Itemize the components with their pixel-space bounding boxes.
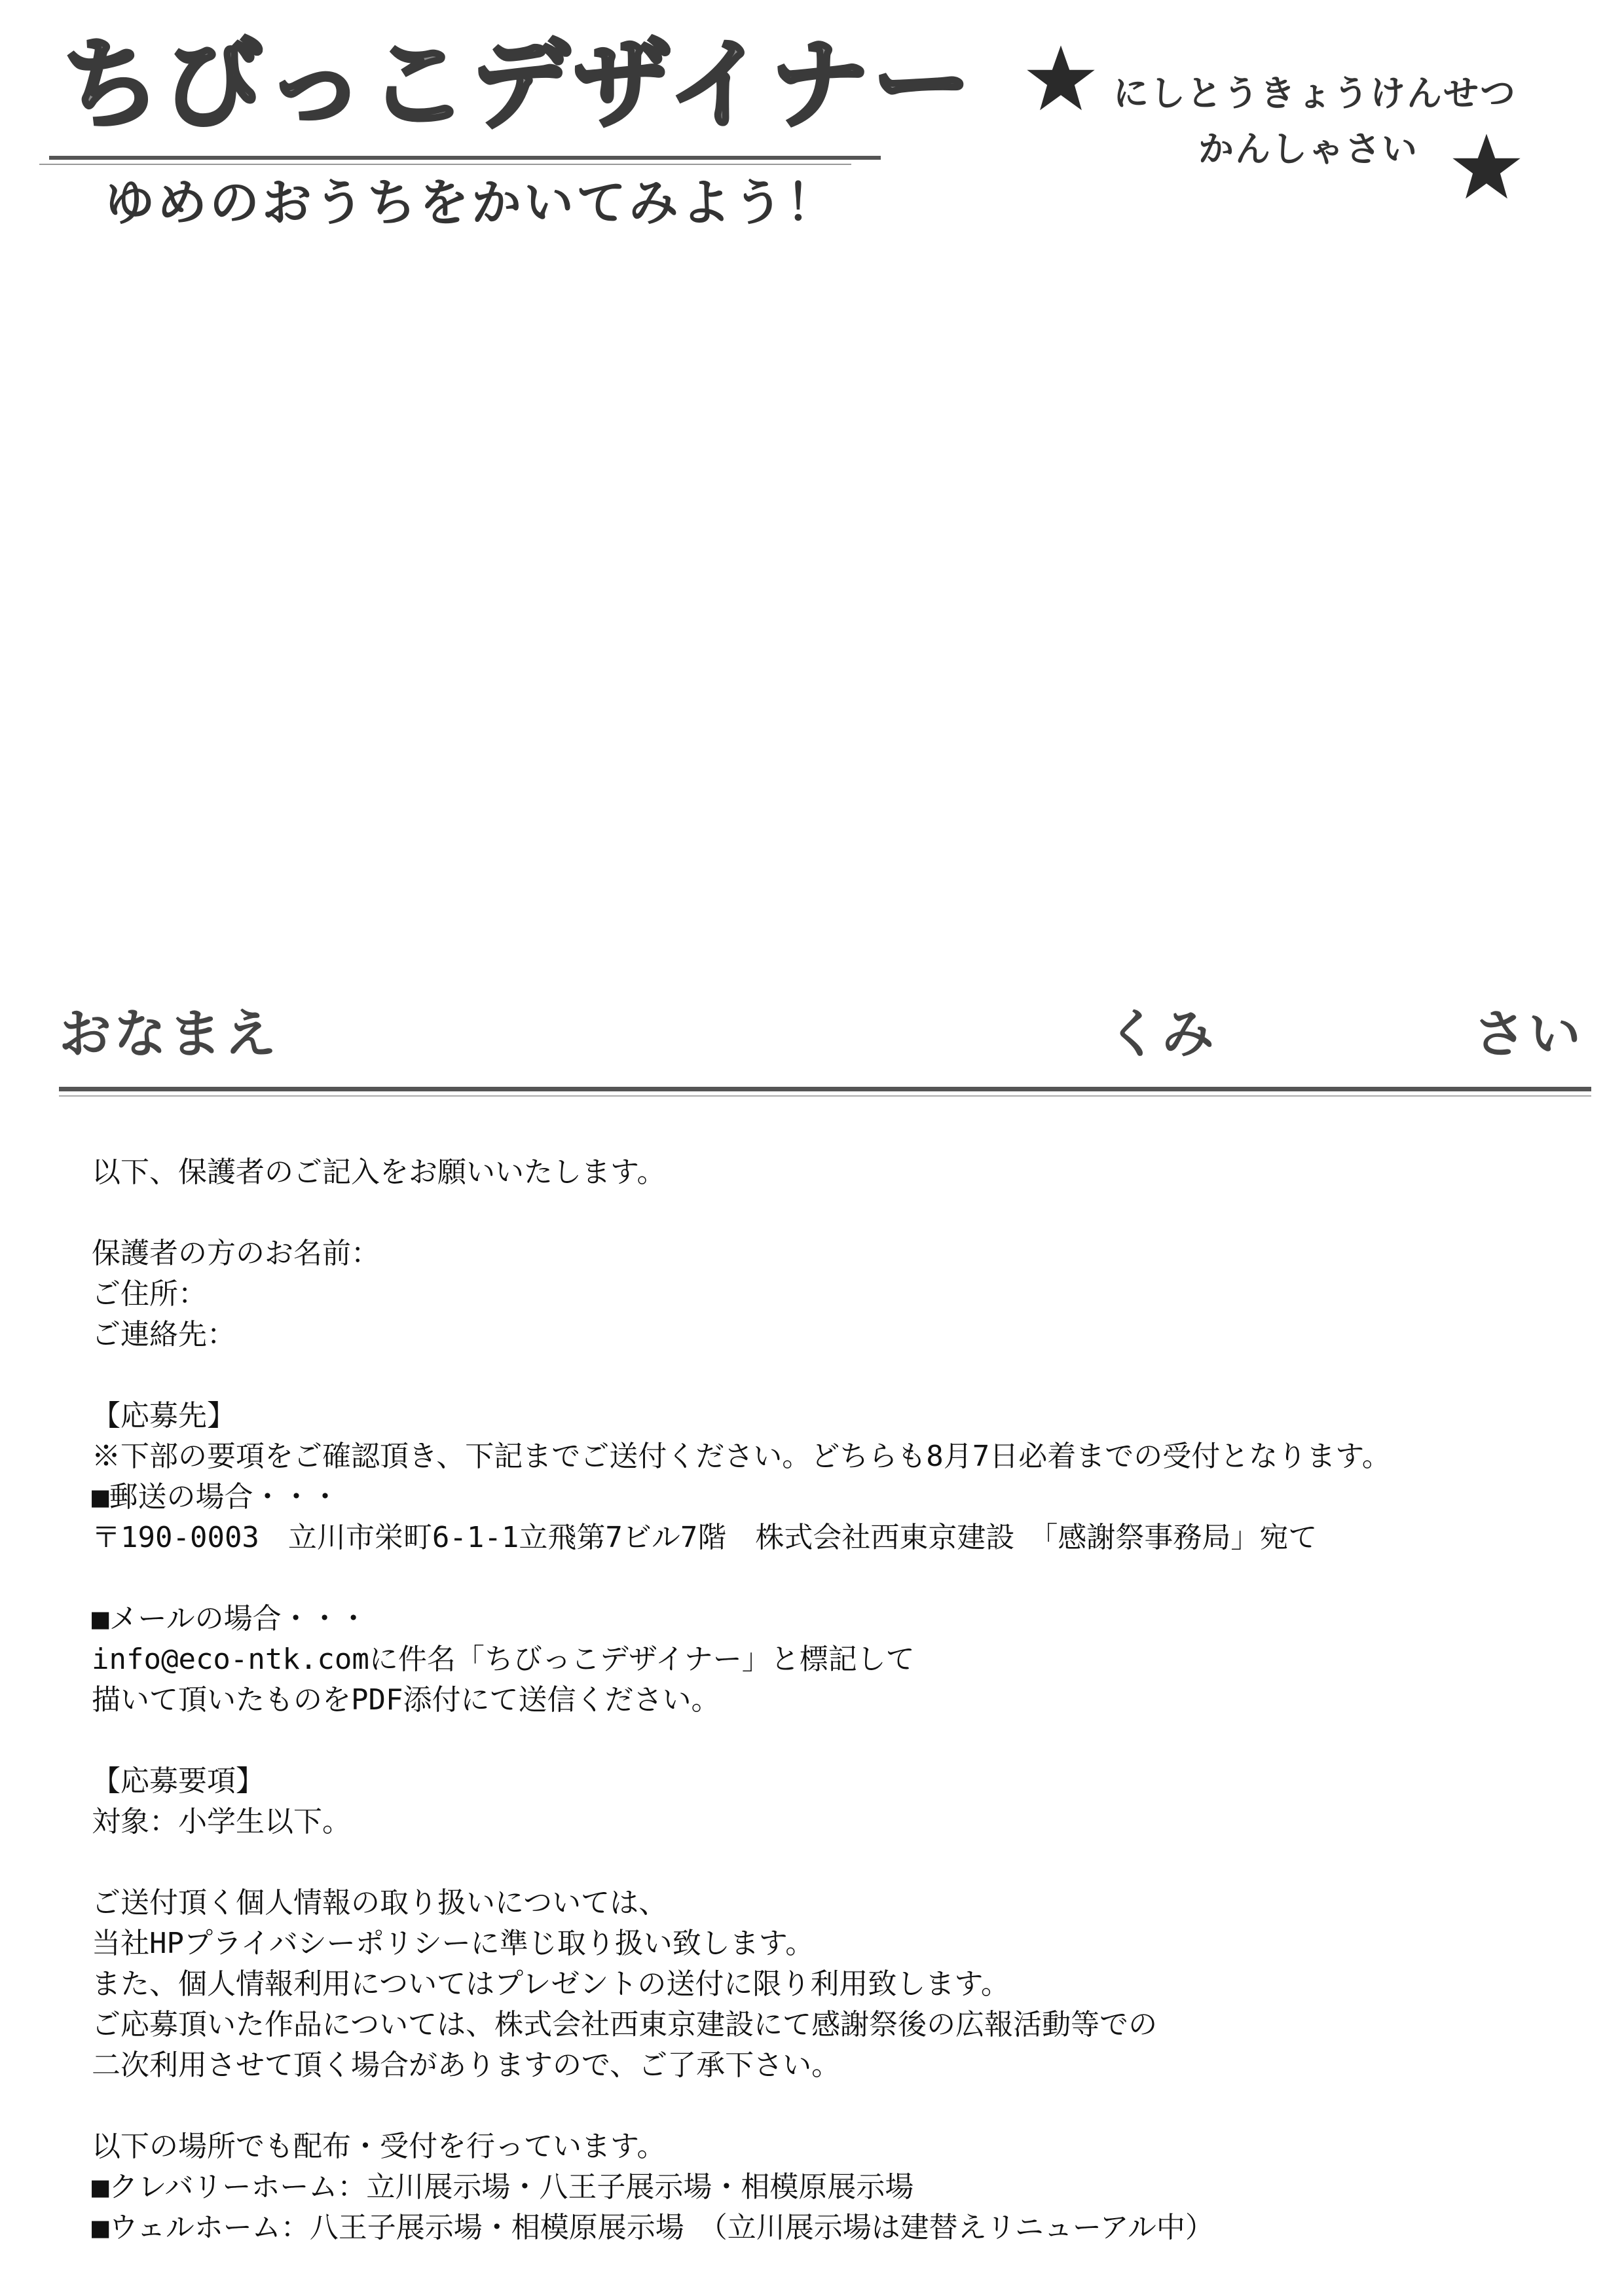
- email-heading: ■メールの場合・・・: [92, 1602, 368, 1635]
- privacy-line: また、個人情報利用についてはプレゼントの送付に限り利用致します。: [92, 1967, 1010, 2001]
- name-underline: [59, 1087, 1591, 1091]
- spacer: [92, 1721, 1591, 1761]
- title-underline: [49, 156, 881, 160]
- instructions-body: [92, 1152, 1591, 2248]
- locations-intro: 以下の場所でも配布・受付を行っています。: [92, 2130, 666, 2163]
- page-subtitle: ゆめのおうちをかいてみよう！: [105, 173, 838, 232]
- email-line-1-text: に件名「ちびっこデザイナー」と標記して: [369, 1643, 915, 1676]
- class-label: くみ: [1107, 1004, 1217, 1065]
- privacy-line: 当社HPプライバシーポリシーに準じ取り扱い致します。: [92, 1927, 815, 1960]
- privacy-line: 二次利用させて頂く場合がありますので、ご了承下さい。: [92, 2049, 841, 2082]
- email-line-2: 描いて頂いたものをPDF添付にて送信ください。: [92, 1683, 720, 1717]
- age-label: さい: [1473, 1004, 1583, 1065]
- sponsor-event: かんしゃさい: [1198, 128, 1418, 170]
- star-icon: [1025, 43, 1097, 115]
- email-line-1: [92, 1639, 1591, 1680]
- spacer: [92, 2086, 1591, 2126]
- requirements-target: 対象：小学生以下。: [92, 1805, 351, 1838]
- drawing-area[interactable]: [59, 262, 1565, 995]
- star-icon: [1450, 131, 1522, 203]
- title-underline-thin: [39, 164, 851, 165]
- privacy-line: ご応募頂いた作品については、株式会社西東京建設にて感謝祭後の広報活動等での: [92, 2008, 1158, 2041]
- mail-address: 〒190-0003 立川市栄町6-1-1立飛第7ビル7階 株式会社西東京建設 「感謝祭事務局」宛て: [92, 1521, 1318, 1554]
- guardian-contact-field: ご連絡先：: [92, 1318, 236, 1351]
- location-item: ■ウェルホーム：八王子展示場・相模原展示場 （立川展示場は建替えリニューアル中）: [92, 2211, 1214, 2244]
- privacy-line: ご送付頂く個人情報の取り扱いについては、: [92, 1886, 668, 1920]
- submission-heading: 【応募先】: [92, 1399, 236, 1432]
- page-title: ちびっこデザイナー: [62, 28, 975, 142]
- guardian-address-field: ご住所：: [92, 1277, 207, 1311]
- spacer: [92, 1558, 1591, 1599]
- email-address-link[interactable]: info@eco-ntk.com: [92, 1643, 369, 1676]
- spacer: [92, 1193, 1591, 1233]
- spacer: [92, 1355, 1591, 1396]
- requirements-heading: 【応募要項】: [92, 1764, 265, 1798]
- location-item: ■クレバリーホーム：立川展示場・八王子展示場・相模原展示場: [92, 2170, 914, 2204]
- spacer: [92, 1842, 1591, 1883]
- guardian-name-field: 保護者の方のお名前：: [92, 1237, 380, 1270]
- mail-heading: ■郵送の場合・・・: [92, 1480, 340, 1514]
- guardian-intro: 以下、保護者のご記入をお願いいたします。: [92, 1156, 666, 1189]
- name-label: おなまえ: [59, 1004, 279, 1065]
- name-underline-thin: [59, 1095, 1591, 1097]
- submission-note: ※下部の要項をご確認頂き、下記までご送付ください。どちらも8月7日必着までの受付となります。: [92, 1440, 1391, 1473]
- sponsor-name: にしとうきょうけんせつ: [1113, 73, 1517, 114]
